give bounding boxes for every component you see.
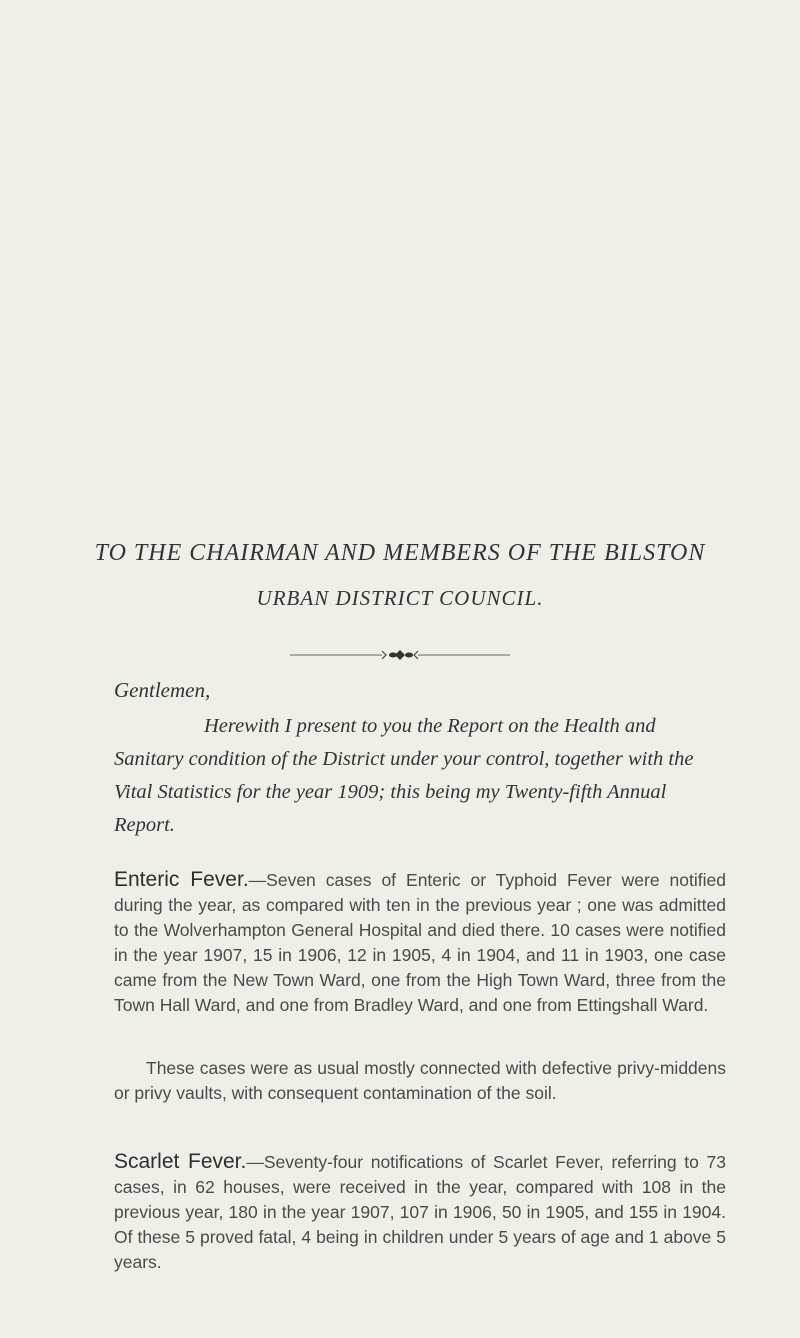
scarlet-fever-title: Scarlet Fever. <box>114 1150 247 1173</box>
enteric-fever-title: Enteric Fever. <box>114 868 249 891</box>
enteric-fever-paragraph <box>114 867 726 1018</box>
scarlet-fever-paragraph <box>114 1149 726 1275</box>
scarlet-fever-text: —Seventy-four notifications of Scarlet Fever, referring to 73 cases, in 62 houses, were received in the year, compared with 108 in the previous year, 180 in the year 1907, 107 in 1906, 50 in 1905, and 155 in 1904. Of these 5 proved fatal, 4 being in children under 5 years of age and 1 above 5 years. <box>114 1152 726 1272</box>
intro-paragraph: Herewith I present to you the Report on the Health and Sanitary condition of the District under your control, together with the Vital Statistics for the year 1909; this being my Twenty-fifth Annual Report. <box>114 715 694 836</box>
salutation: Gentlemen, <box>114 678 211 702</box>
diamond-divider-icon <box>290 648 510 662</box>
address-heading-line1: TO THE CHAIRMAN AND MEMBERS OF THE BILSTON <box>94 540 706 566</box>
enteric-followup-paragraph: These cases were as usual mostly connected with defective privy-middens or privy vaults, with consequent contamination of the soil. <box>114 1058 726 1103</box>
address-heading-line2: URBAN DISTRICT COUNCIL. <box>256 586 544 610</box>
enteric-fever-text: —Seven cases of Enteric or Typhoid Fever were notified during the year, as compared with ten in the previous year ; one was admitted to the Wolverhampton General Hospital and died there. 10 cases were notified in the year 1907, 15 in 1906, 12 in 1905, 4 in 1904, and 11 in 1903, one case came from the New Town Ward, one from the High Town Ward, three from the Town Hall Ward, and one from Bradley Ward, and one from Ettingshall Ward. <box>114 870 726 1015</box>
